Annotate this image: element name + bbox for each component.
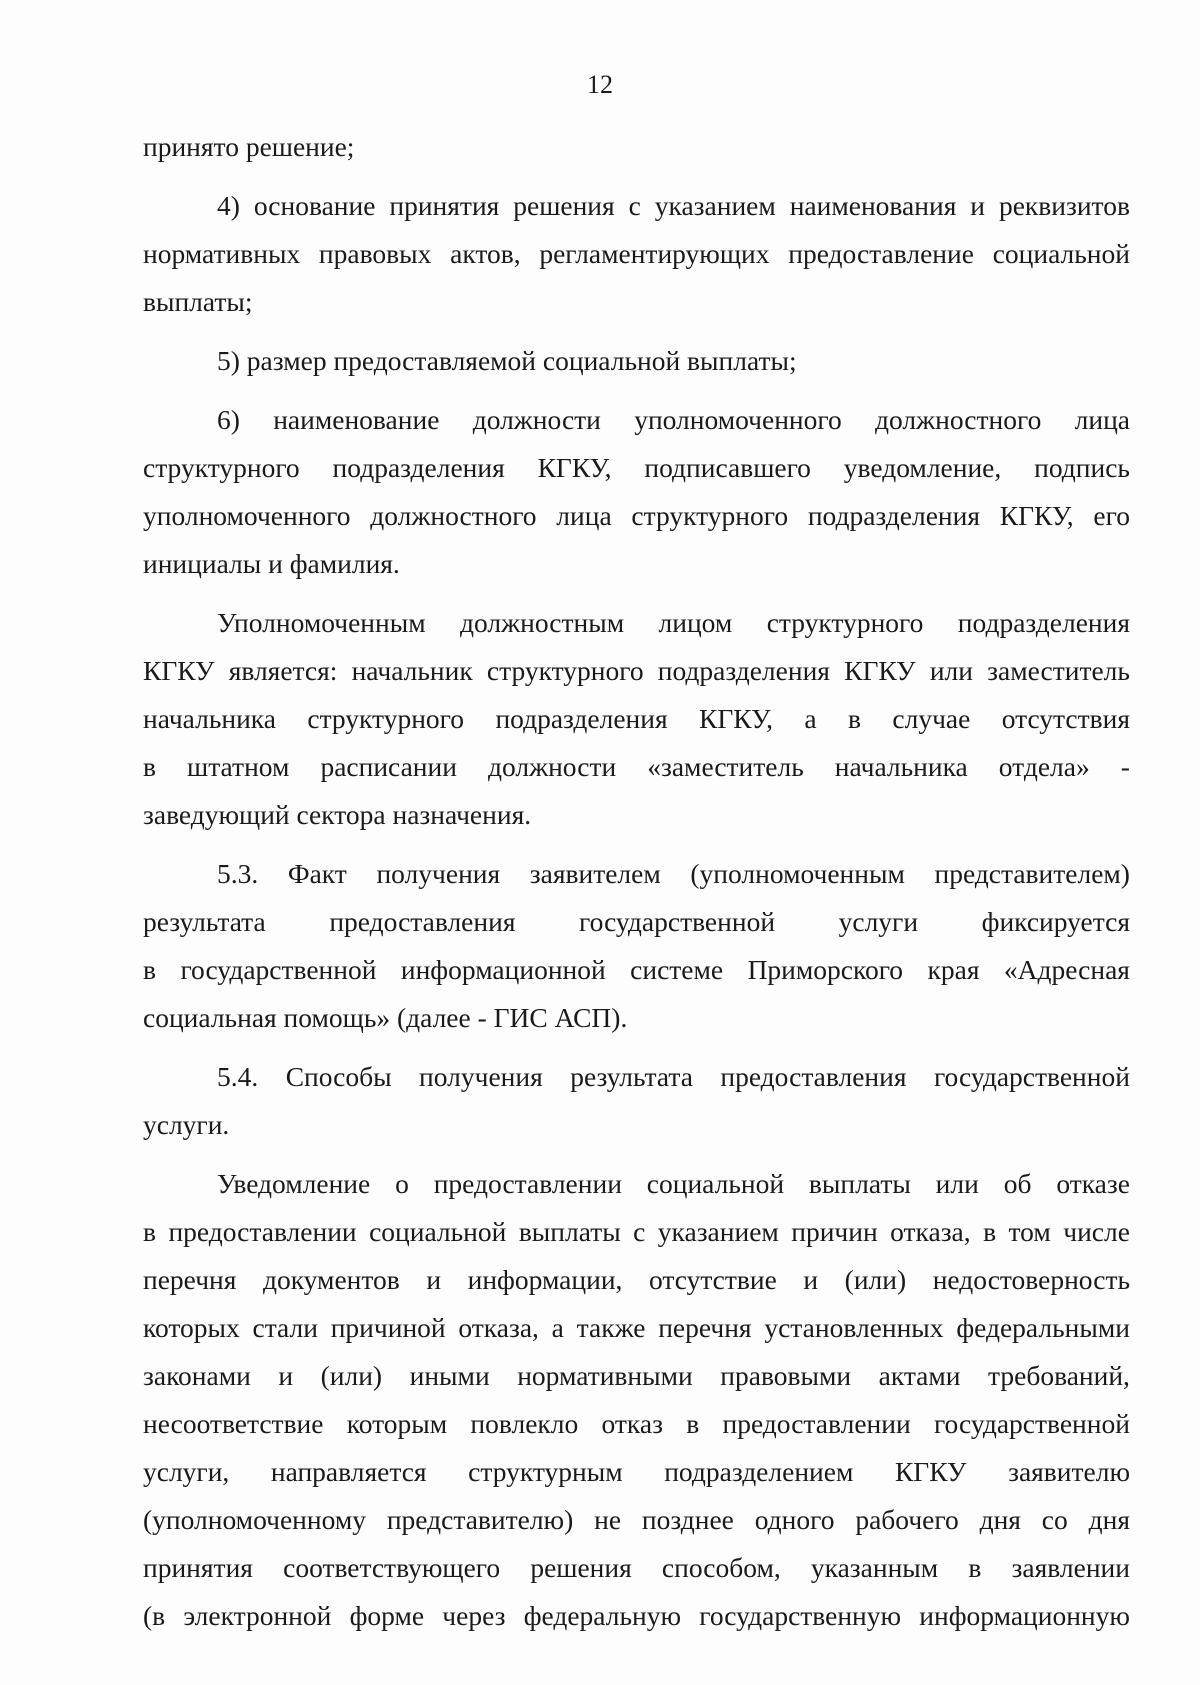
word: дня (1088, 1504, 1130, 1535)
word: которых (143, 1312, 240, 1343)
word: лица (556, 500, 612, 531)
paragraph-p1 (143, 182, 1130, 326)
paragraph-p2 (143, 337, 1130, 385)
word: социальной (992, 238, 1130, 269)
paragraph-gap (143, 839, 1130, 850)
word: основание (253, 190, 376, 221)
word: решения (513, 190, 615, 221)
word: о (395, 1168, 409, 1199)
text-line (143, 599, 1130, 647)
word: случае (892, 703, 971, 734)
word: наименование (273, 404, 440, 435)
word: структурного (143, 452, 300, 483)
text-line: социальная помощь» (далее - ГИС АСП). (143, 1002, 628, 1033)
word: «Адресная (1003, 954, 1130, 985)
word: информации, (467, 1264, 623, 1295)
word: в (968, 1552, 982, 1583)
word: наименования (789, 190, 957, 221)
word: отдела» (998, 751, 1090, 782)
word: Уведомление (217, 1168, 371, 1199)
word: направляется (270, 1456, 427, 1487)
word: перечня (143, 1264, 237, 1295)
word: том (1008, 1216, 1051, 1247)
word: штатном (187, 751, 290, 782)
text-line: 5) размер предоставляемой социальной выплаты; (217, 345, 797, 376)
word: подразделения (807, 500, 981, 531)
word: предоставлении (722, 1408, 911, 1439)
word: фиксируется (981, 906, 1130, 937)
word: и (970, 190, 985, 221)
paragraph-gap (143, 1042, 1130, 1053)
paragraph-p3 (143, 396, 1130, 588)
text-line (143, 647, 1130, 695)
text-line: выплаты; (143, 286, 253, 317)
word: и (426, 1264, 442, 1295)
text-line (143, 743, 1130, 791)
paragraph-gap (143, 1149, 1130, 1160)
word: предоставления (720, 1061, 907, 1092)
word: получения (376, 858, 501, 889)
text-line (143, 1544, 1130, 1592)
text-line (143, 230, 1130, 278)
paragraph-gap (143, 171, 1130, 182)
text-line: услуги. (143, 1109, 230, 1140)
word: указанием (654, 190, 776, 221)
text-line (143, 1592, 1130, 1640)
word: заявителю (1008, 1456, 1130, 1487)
paragraph-p5 (143, 850, 1130, 1042)
word: нормативных (143, 238, 301, 269)
word: реквизитов (998, 190, 1130, 221)
word: (уполномоченным (690, 858, 905, 889)
word: расписании (320, 751, 457, 782)
word: КГКУ (844, 655, 916, 686)
text-line: принято решение; (143, 131, 355, 162)
word: не (594, 1504, 622, 1535)
paragraph-p7 (143, 1160, 1130, 1640)
word: (уполномоченному (143, 1504, 366, 1535)
word: уполномоченного (634, 404, 842, 435)
word: должности (487, 751, 617, 782)
text-line (143, 850, 1130, 898)
word: указанным (810, 1552, 939, 1583)
word: повлекло (470, 1408, 579, 1439)
word: несоответствие (143, 1408, 324, 1439)
word: перечня (658, 1312, 752, 1343)
word: в (143, 1216, 156, 1247)
text-line (143, 1448, 1130, 1496)
word: КГКУ (143, 655, 215, 686)
word: его (1093, 500, 1130, 531)
word: лицом (658, 607, 733, 638)
word: иными (409, 1360, 490, 1391)
word: а (804, 703, 817, 734)
word: об (1003, 1168, 1032, 1199)
word: должностным (460, 607, 625, 638)
word: предоставление (788, 238, 974, 269)
word: является: (228, 655, 338, 686)
word: регламентирующих (539, 238, 770, 269)
word: (или) (844, 1264, 907, 1295)
word: также (576, 1312, 646, 1343)
word: отсутствия (1001, 703, 1130, 734)
word: подразделения (495, 703, 668, 734)
word: государственной (933, 1061, 1130, 1092)
word: структурного (307, 703, 465, 734)
word: отказа, (890, 1216, 971, 1247)
word: услуги, (143, 1456, 230, 1487)
word: уполномоченного (143, 500, 351, 531)
word: подразделения (657, 655, 830, 686)
word: (или) (320, 1360, 383, 1391)
word: способом, (661, 1552, 781, 1583)
word: с (628, 190, 641, 221)
word: и (803, 1264, 819, 1295)
word: услуги (838, 906, 919, 937)
word: федеральными (956, 1312, 1130, 1343)
word: уведомление, (843, 452, 1002, 483)
word: должностного (875, 404, 1042, 435)
word: требований, (988, 1360, 1130, 1391)
word: должности (472, 404, 601, 435)
word: (в (143, 1600, 166, 1631)
paragraph-gap (143, 385, 1130, 396)
word: через (442, 1600, 506, 1631)
text-line (143, 1053, 1130, 1101)
word: результата (143, 906, 266, 937)
word: информационной (400, 954, 606, 985)
word: недостоверность (932, 1264, 1130, 1295)
word: стали (252, 1312, 318, 1343)
word: начальник (351, 655, 473, 686)
word: в (686, 1408, 700, 1439)
word: позднее (641, 1504, 734, 1535)
word: КГКУ, (699, 703, 773, 734)
word: подразделения (332, 452, 505, 483)
word: Приморского (747, 954, 904, 985)
word: форме (349, 1600, 425, 1631)
word: со (1041, 1504, 1068, 1535)
word: КГКУ (894, 1456, 967, 1487)
word: 4) (217, 190, 240, 221)
text-line (143, 396, 1130, 444)
word: которым (346, 1408, 448, 1439)
document-body (143, 123, 1130, 1640)
word: системе (630, 954, 724, 985)
text-line (143, 946, 1130, 994)
word: правовых (318, 238, 432, 269)
word: соответствующего (283, 1552, 501, 1583)
word: установленных (764, 1312, 944, 1343)
word: федеральную (523, 1600, 682, 1631)
word: отказ (601, 1408, 663, 1439)
word: структурного (631, 500, 789, 531)
word: актов, (450, 238, 521, 269)
paragraph-p0 (143, 123, 1130, 171)
word: края (927, 954, 980, 985)
text-line (143, 1256, 1130, 1304)
paragraph-gap (143, 588, 1130, 599)
word: отказа, (458, 1312, 539, 1343)
word: государственную (699, 1600, 902, 1631)
text-line (143, 1208, 1130, 1256)
word: решения (530, 1552, 632, 1583)
word: заместитель (987, 655, 1130, 686)
word: представителю) (386, 1504, 574, 1535)
word: 6) (217, 404, 240, 435)
paragraph-gap (143, 326, 1130, 337)
word: принятия (389, 190, 500, 221)
word: актами (878, 1360, 961, 1391)
word: в (847, 703, 861, 734)
word: информационную (919, 1600, 1130, 1631)
word: социальной (646, 1168, 785, 1199)
word: в (143, 954, 156, 985)
text-line (143, 898, 1130, 946)
word: КГКУ, (537, 452, 612, 483)
word: отсутствие (648, 1264, 777, 1295)
word: 5.4. (217, 1061, 259, 1092)
word: и (278, 1360, 294, 1391)
word: правовыми (720, 1360, 852, 1391)
word: получения (419, 1061, 543, 1092)
word: лица (1074, 404, 1130, 435)
text-line (143, 1400, 1130, 1448)
word: структурного (766, 607, 924, 638)
word: в (983, 1216, 997, 1247)
word: в (143, 751, 156, 782)
paragraph-p4 (143, 599, 1130, 839)
word: должностного (370, 500, 537, 531)
word: законами (143, 1360, 251, 1391)
word: числе (1063, 1216, 1130, 1247)
word: Факт (287, 858, 347, 889)
word: подразделения (957, 607, 1130, 638)
word: «заместитель (647, 751, 804, 782)
text-line (143, 1352, 1130, 1400)
word: подписавшего (644, 452, 811, 483)
word: начальника (143, 703, 276, 734)
word: государственной (579, 906, 776, 937)
word: заявлении (1011, 1552, 1130, 1583)
word: а (551, 1312, 564, 1343)
word: с (633, 1216, 646, 1247)
word: предоставлении (433, 1168, 622, 1199)
word: структурного (486, 655, 644, 686)
paragraph-p6 (143, 1053, 1130, 1149)
text-line: заведующий сектора назначения. (143, 799, 532, 830)
word: государственной (180, 954, 377, 985)
text-line (143, 1496, 1130, 1544)
word: указанием (657, 1216, 779, 1247)
word: социальной (369, 1216, 507, 1247)
word: дня (979, 1504, 1021, 1535)
word: - (1120, 751, 1130, 782)
word: выплаты (518, 1216, 621, 1247)
text-line: инициалы и фамилия. (143, 548, 400, 579)
text-line (143, 492, 1130, 540)
text-line (143, 695, 1130, 743)
word: государственной (933, 1408, 1130, 1439)
word: рабочего (855, 1504, 959, 1535)
word: принятия (143, 1552, 253, 1583)
word: предоставлении (168, 1216, 357, 1247)
text-line (143, 1304, 1130, 1352)
word: нормативными (517, 1360, 693, 1391)
word: причин (791, 1216, 878, 1247)
word: выплаты (808, 1168, 911, 1199)
word: отказе (1056, 1168, 1130, 1199)
word: одного (754, 1504, 835, 1535)
text-line (143, 182, 1130, 230)
word: или (929, 655, 973, 686)
word: подразделением (664, 1456, 854, 1487)
word: предоставления (329, 906, 516, 937)
page-number: 12 (587, 70, 613, 99)
word: структурным (468, 1456, 623, 1487)
word: представителем) (934, 858, 1130, 889)
word: подпись (1034, 452, 1130, 483)
text-line (143, 444, 1130, 492)
word: электронной (183, 1600, 332, 1631)
word: или (935, 1168, 979, 1199)
word: документов (262, 1264, 400, 1295)
text-line (143, 1160, 1130, 1208)
word: заявителем (529, 858, 661, 889)
word: результата (570, 1061, 693, 1092)
word: начальника (834, 751, 968, 782)
word: 5.3. (217, 858, 259, 889)
word: причиной (330, 1312, 446, 1343)
word: Способы (285, 1061, 392, 1092)
word: КГКУ, (999, 500, 1074, 531)
word: Уполномоченным (217, 607, 426, 638)
